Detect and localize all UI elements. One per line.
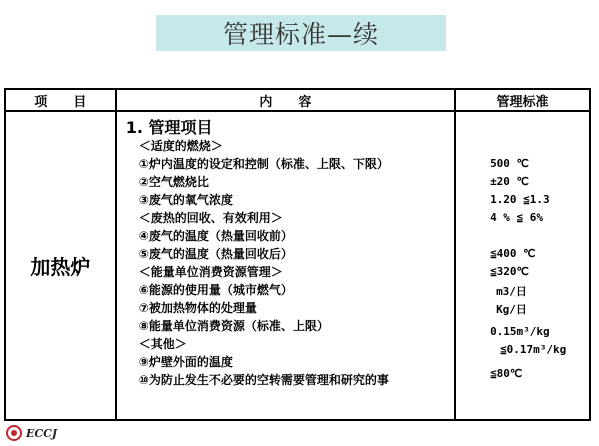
content-line: ＜废热的回收、有效利用＞ xyxy=(138,211,283,225)
content-line: ⑧能量单位消费资源（标准、上限） xyxy=(138,319,329,333)
header-content: 内 容 xyxy=(116,89,455,111)
content-line: ⑩为防止发生不必要的空转需要管理和研究的事 xyxy=(138,373,389,387)
content-line: ③废气的氧气浓度 xyxy=(138,193,233,207)
standard-value: ±20 ℃ xyxy=(490,175,529,188)
standard-value: Kg/日 xyxy=(496,303,527,316)
content-line: ⑤废气的温度（热量回收后） xyxy=(138,247,293,261)
eccj-logo-icon xyxy=(6,425,22,441)
content-line: ①炉内温度的设定和控制（标准、上限、下限） xyxy=(138,157,389,171)
table-header-row xyxy=(5,89,590,111)
item-cell: 加热炉 xyxy=(5,111,116,420)
standard-value: ≦400 ℃ xyxy=(490,247,536,260)
standard-value: 4 % ≦ 6% xyxy=(490,211,544,224)
content-line: ⑦被加热物体的处理量 xyxy=(138,301,257,315)
standard-cell xyxy=(455,111,590,420)
standard-value: ≦0.17m³/kg xyxy=(500,343,567,356)
content-line: ⑨炉壁外面的温度 xyxy=(138,355,233,369)
standard-value: ≦80℃ xyxy=(490,367,523,380)
standard-value: 0.15m³/kg xyxy=(490,325,550,338)
section-title: 1. 管理项目 xyxy=(125,118,213,137)
header-item: 项 目 xyxy=(5,89,116,111)
content-line: ⑥能源的使用量（城市燃气） xyxy=(138,283,293,297)
content-line: ＜能量单位消费资源管理＞ xyxy=(138,265,283,279)
standard-value: 1.20 ≦1.3 xyxy=(490,193,550,206)
content-line: ②空气燃烧比 xyxy=(138,175,209,189)
table-row xyxy=(5,111,590,420)
eccj-logo xyxy=(6,424,57,442)
standard-value: m3/日 xyxy=(496,285,527,298)
content-line: ＜适度的燃烧＞ xyxy=(138,139,223,153)
eccj-logo-text: ECCJ xyxy=(26,426,58,440)
content-line: ④废气的温度（热量回收前） xyxy=(138,229,293,243)
management-standard-table xyxy=(4,88,591,421)
slide-title: 管理标准—续 xyxy=(156,15,446,51)
header-standard: 管理标准 xyxy=(455,89,590,111)
standard-value: 500 ℃ xyxy=(490,157,529,170)
content-cell xyxy=(116,111,455,420)
content-line: ＜其他＞ xyxy=(138,337,187,351)
standard-value: ≦320℃ xyxy=(490,265,529,278)
